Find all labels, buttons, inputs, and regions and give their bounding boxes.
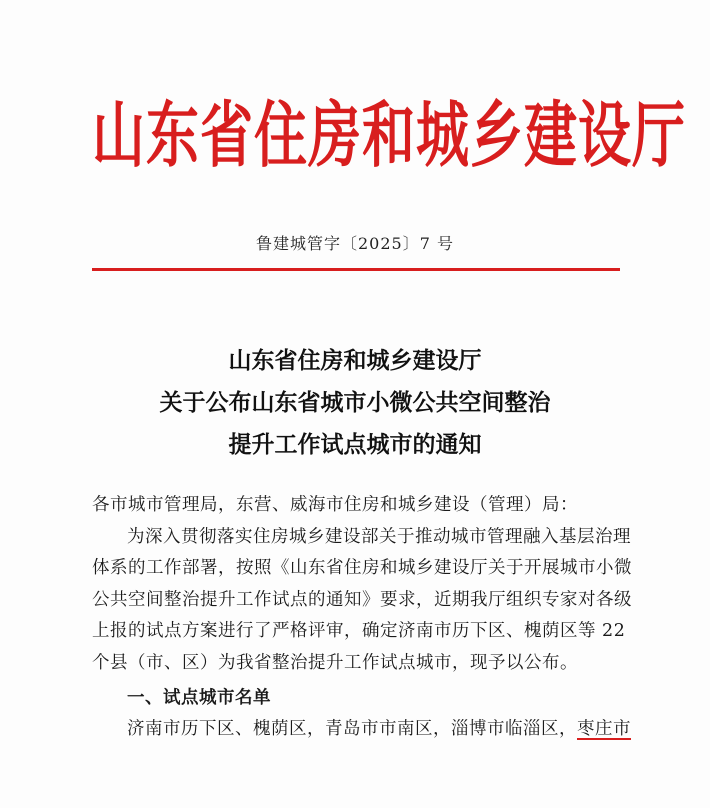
intro-paragraph: 为深入贯彻落实住房城乡建设部关于推动城市管理融入基层治理体系的工作部署，按照《山东省住房和城乡建设厅关于开展城市小微公共空间整治提升工作试点的通知》要求，近期我厅组织专家对各级上报的试点方案进行了严格评审，确定济南市历下区、槐荫区等 22 个县（市、区）为我省整治提升工作试点城市，现予以公布。: [92, 526, 632, 673]
agency-masthead: 山东省住房和城乡建设厅: [92, 93, 686, 178]
title-line-2: 关于公布山东省城市小微公共空间整治: [159, 389, 551, 416]
addressee-line: 各市城市管理局，东营、威海市住房和城乡建设（管理）局：: [92, 495, 578, 515]
section-heading-pilot-cities: 一、试点城市名单: [127, 687, 271, 708]
notice-title: [0, 340, 710, 466]
title-line-3: 提升工作试点城市的通知: [228, 431, 482, 458]
city-list-text: 济南市历下区、槐荫区，青岛市市南区，淄博市临淄区，: [127, 719, 577, 740]
red-divider-line: [92, 268, 620, 271]
title-line-1: 山东省住房和城乡建设厅: [228, 347, 482, 374]
notice-body: [92, 490, 632, 746]
pilot-city-list: [92, 714, 632, 746]
city-list-underlined-text: 枣庄市: [577, 719, 631, 740]
document-number: 鲁建城管字〔2025〕7 号: [256, 234, 454, 253]
